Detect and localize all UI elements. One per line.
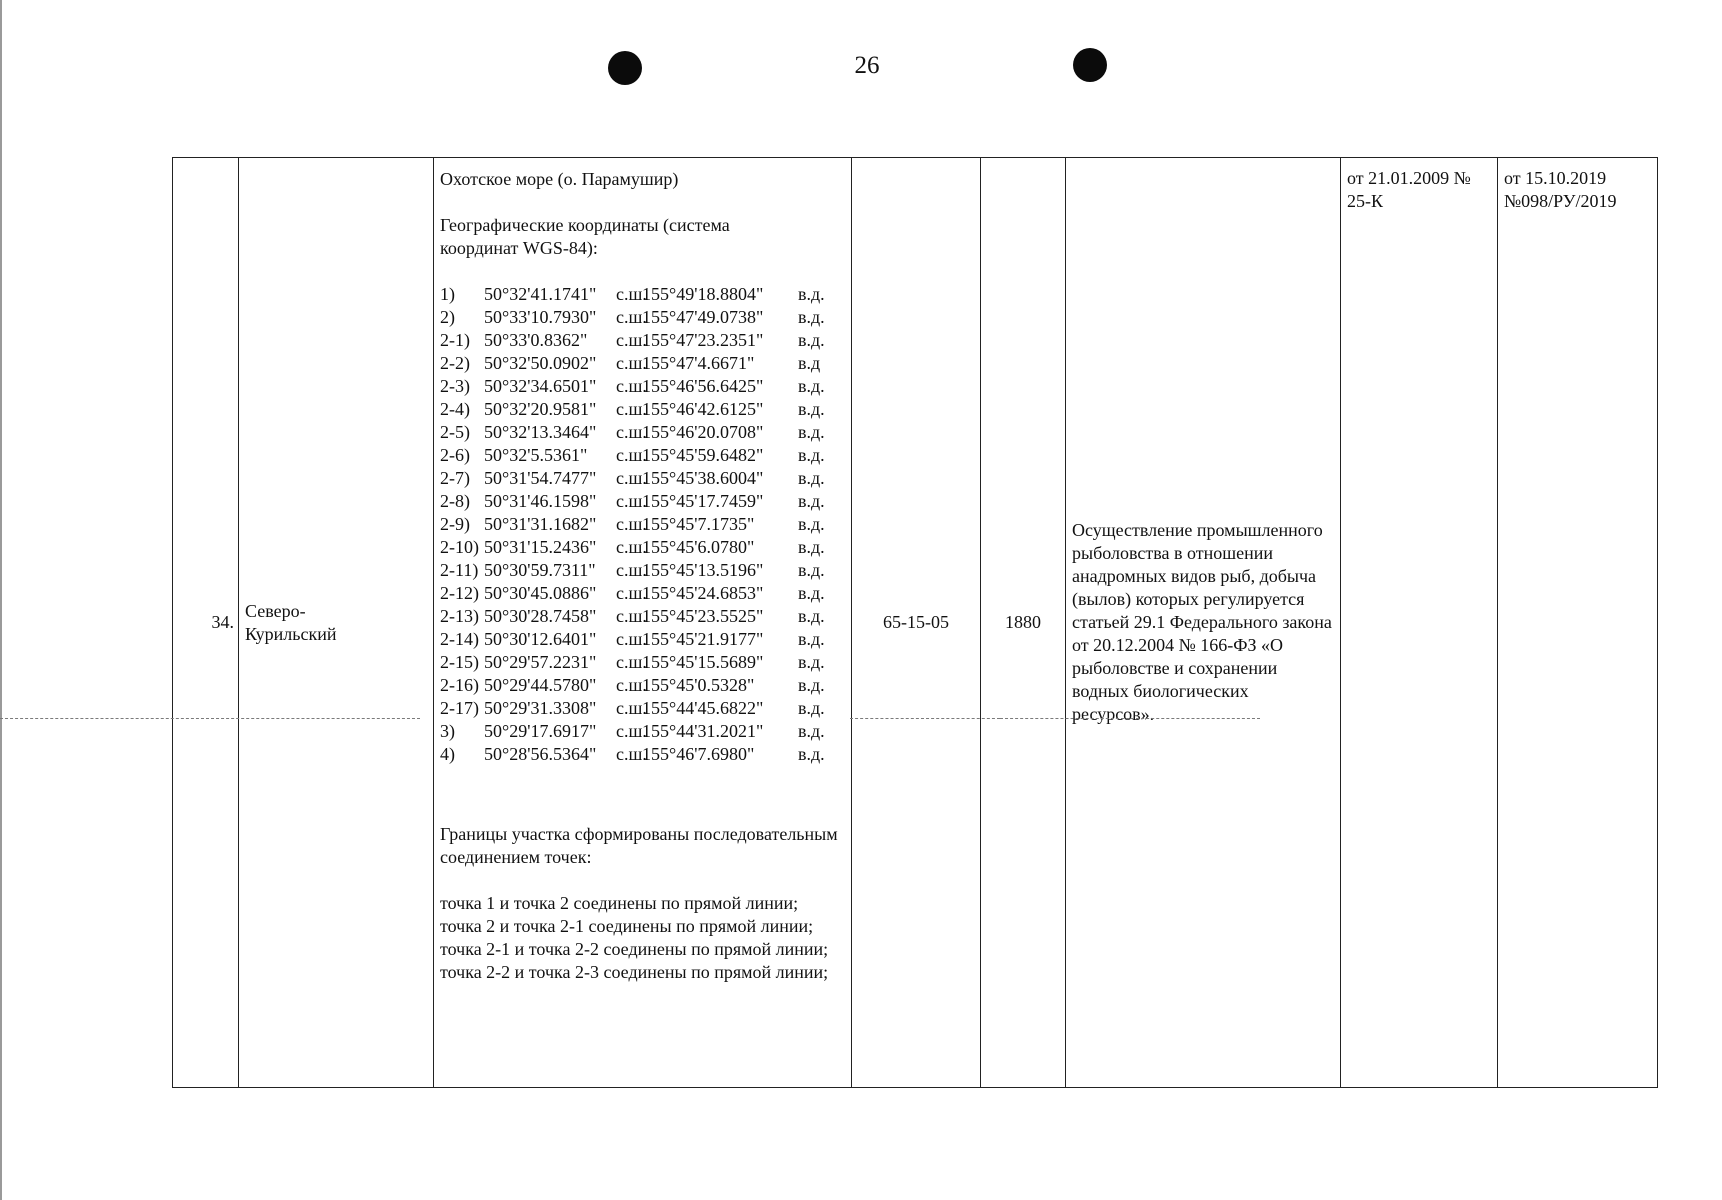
coordinate-row bbox=[440, 467, 845, 490]
coordinate-row bbox=[440, 651, 845, 674]
latitude: 50°32'20.9581" bbox=[484, 399, 597, 419]
point-label: 3) bbox=[440, 721, 455, 741]
longitude-suffix: в.д. bbox=[798, 491, 825, 511]
district-name: Северо- Курильский bbox=[245, 600, 337, 644]
longitude-suffix: в.д. bbox=[798, 376, 825, 396]
latitude: 50°29'31.3308" bbox=[484, 698, 597, 718]
longitude: 155°45'24.6853" bbox=[642, 583, 764, 603]
point-label: 2-6) bbox=[440, 445, 470, 465]
latitude-suffix: с.ш. bbox=[616, 307, 647, 327]
latitude: 50°31'15.2436" bbox=[484, 537, 597, 557]
purpose-cell bbox=[1066, 158, 1341, 1088]
point-label: 2-15) bbox=[440, 652, 479, 672]
coordinate-row bbox=[440, 490, 845, 513]
coordinate-row bbox=[440, 306, 845, 329]
longitude: 155°44'45.6822" bbox=[642, 698, 764, 718]
point-label: 1) bbox=[440, 284, 455, 304]
latitude: 50°32'5.5361" bbox=[484, 445, 588, 465]
contract-text: от 15.10.2019 №098/РУ/2019 bbox=[1504, 168, 1617, 211]
latitude: 50°32'50.0902" bbox=[484, 353, 597, 373]
longitude: 155°45'0.5328" bbox=[642, 675, 755, 695]
point-label: 2-17) bbox=[440, 698, 479, 718]
coordinate-row bbox=[440, 559, 845, 582]
latitude: 50°31'54.7477" bbox=[484, 468, 597, 488]
coordinate-row bbox=[440, 582, 845, 605]
longitude-suffix: в.д. bbox=[798, 744, 825, 764]
latitude: 50°30'12.6401" bbox=[484, 629, 597, 649]
point-label: 2-7) bbox=[440, 468, 470, 488]
point-label: 2-9) bbox=[440, 514, 470, 534]
longitude: 155°45'21.9177" bbox=[642, 629, 764, 649]
location-title: Охотское море (о. Парамушир) bbox=[440, 169, 679, 189]
latitude-suffix: с.ш. bbox=[616, 698, 647, 718]
latitude: 50°30'28.7458" bbox=[484, 606, 597, 626]
coordinate-row bbox=[440, 674, 845, 697]
longitude: 155°47'49.0738" bbox=[642, 307, 764, 327]
site-area: 1880 bbox=[1005, 612, 1041, 632]
page-left-edge bbox=[0, 0, 2, 1200]
longitude-suffix: в.д. bbox=[798, 468, 825, 488]
longitude: 155°45'59.6482" bbox=[642, 445, 764, 465]
location-cell bbox=[434, 158, 852, 1088]
latitude: 50°31'46.1598" bbox=[484, 491, 597, 511]
longitude-suffix: в.д. bbox=[798, 583, 825, 603]
latitude: 50°29'57.2231" bbox=[484, 652, 597, 672]
latitude-suffix: с.ш. bbox=[616, 652, 647, 672]
point-label: 2-8) bbox=[440, 491, 470, 511]
coordinate-row bbox=[440, 398, 845, 421]
longitude: 155°46'56.6425" bbox=[642, 376, 764, 396]
latitude-suffix: с.ш. bbox=[616, 445, 647, 465]
longitude-suffix: в.д. bbox=[798, 606, 825, 626]
decision-cell bbox=[1341, 158, 1498, 1088]
fold-line bbox=[850, 718, 1000, 719]
latitude: 50°32'13.3464" bbox=[484, 422, 597, 442]
fishing-site-table bbox=[172, 157, 1658, 1088]
coordinate-row bbox=[440, 352, 845, 375]
longitude-suffix: в.д. bbox=[798, 284, 825, 304]
longitude-suffix: в.д. bbox=[798, 675, 825, 695]
point-label: 2) bbox=[440, 307, 455, 327]
boundary-intro: Границы участка сформированы последовательным соединением точек: bbox=[440, 824, 838, 867]
latitude-suffix: с.ш. bbox=[616, 399, 647, 419]
boundary-segment: точка 2-1 и точка 2-2 соединены по прямой линии; bbox=[440, 939, 829, 959]
longitude: 155°46'7.6980" bbox=[642, 744, 755, 764]
latitude-suffix: с.ш. bbox=[616, 583, 647, 603]
longitude: 155°45'7.1735" bbox=[642, 514, 755, 534]
point-label: 2-2) bbox=[440, 353, 470, 373]
segment-list bbox=[440, 892, 845, 984]
point-label: 4) bbox=[440, 744, 455, 764]
longitude: 155°47'23.2351" bbox=[642, 330, 764, 350]
longitude: 155°45'38.6004" bbox=[642, 468, 764, 488]
latitude-suffix: с.ш. bbox=[616, 353, 647, 373]
latitude-suffix: с.ш. bbox=[616, 284, 647, 304]
latitude: 50°29'44.5780" bbox=[484, 675, 597, 695]
boundary-segment: точка 2 и точка 2-1 соединены по прямой линии; bbox=[440, 916, 814, 936]
longitude-suffix: в.д. bbox=[798, 330, 825, 350]
row-index: 34. bbox=[211, 612, 234, 632]
longitude: 155°45'6.0780" bbox=[642, 537, 755, 557]
coordinate-row bbox=[440, 697, 845, 720]
latitude-suffix: с.ш. bbox=[616, 422, 647, 442]
latitude-suffix: с.ш. bbox=[616, 468, 647, 488]
purpose-text: Осуществление промышленного рыболовства в отношении анадромных видов рыб, добыча (вылов) которых регулируется статьей 29.1 Федерального закона от 20.12.2004 № 166-ФЗ «О рыболовстве и сохранении водных биологических ресурсов». bbox=[1072, 520, 1332, 724]
latitude-suffix: с.ш. bbox=[616, 675, 647, 695]
punch-hole-left bbox=[608, 51, 642, 85]
coordinate-row bbox=[440, 743, 845, 766]
point-label: 2-4) bbox=[440, 399, 470, 419]
decision-text: от 21.01.2009 № 25-К bbox=[1347, 168, 1471, 211]
longitude: 155°46'42.6125" bbox=[642, 399, 764, 419]
longitude: 155°47'4.6671" bbox=[642, 353, 755, 373]
latitude-suffix: с.ш. bbox=[616, 606, 647, 626]
point-label: 2-13) bbox=[440, 606, 479, 626]
longitude-suffix: в.д. bbox=[798, 537, 825, 557]
latitude-suffix: с.ш. bbox=[616, 744, 647, 764]
latitude-suffix: с.ш. bbox=[616, 330, 647, 350]
point-label: 2-1) bbox=[440, 330, 470, 350]
longitude: 155°44'31.2021" bbox=[642, 721, 764, 741]
longitude: 155°45'17.7459" bbox=[642, 491, 764, 511]
contract-cell bbox=[1498, 158, 1658, 1088]
latitude: 50°30'59.7311" bbox=[484, 560, 596, 580]
latitude-suffix: с.ш. bbox=[616, 537, 647, 557]
point-label: 2-16) bbox=[440, 675, 479, 695]
longitude-suffix: в.д. bbox=[798, 698, 825, 718]
longitude-suffix: в.д. bbox=[798, 629, 825, 649]
point-label: 2-14) bbox=[440, 629, 479, 649]
point-label: 2-3) bbox=[440, 376, 470, 396]
coordinate-row bbox=[440, 421, 845, 444]
point-label: 2-11) bbox=[440, 560, 479, 580]
latitude-suffix: с.ш. bbox=[616, 514, 647, 534]
longitude: 155°45'15.5689" bbox=[642, 652, 764, 672]
coordinate-row bbox=[440, 444, 845, 467]
longitude-suffix: в.д. bbox=[798, 307, 825, 327]
code-cell bbox=[852, 158, 981, 1088]
longitude-suffix: в.д. bbox=[798, 560, 825, 580]
coordinate-system: Географические координаты (система координат WGS-84): bbox=[440, 215, 730, 258]
longitude-suffix: в.д. bbox=[798, 399, 825, 419]
point-label: 2-12) bbox=[440, 583, 479, 603]
latitude-suffix: с.ш. bbox=[616, 629, 647, 649]
latitude: 50°29'17.6917" bbox=[484, 721, 597, 741]
table-row bbox=[173, 158, 1658, 1088]
latitude: 50°31'31.1682" bbox=[484, 514, 597, 534]
fold-line bbox=[0, 718, 420, 719]
boundary-segment: точка 2-2 и точка 2-3 соединены по прямой линии; bbox=[440, 962, 829, 982]
latitude: 50°33'10.7930" bbox=[484, 307, 597, 327]
longitude: 155°45'23.5525" bbox=[642, 606, 764, 626]
longitude-suffix: в.д. bbox=[798, 445, 825, 465]
longitude: 155°46'20.0708" bbox=[642, 422, 764, 442]
latitude: 50°32'34.6501" bbox=[484, 376, 597, 396]
longitude: 155°49'18.8804" bbox=[642, 284, 764, 304]
latitude: 50°33'0.8362" bbox=[484, 330, 588, 350]
coordinate-row bbox=[440, 720, 845, 743]
page-number: 26 bbox=[854, 52, 880, 79]
longitude-suffix: в.д. bbox=[798, 514, 825, 534]
coordinate-row bbox=[440, 329, 845, 352]
coordinate-row bbox=[440, 536, 845, 559]
latitude-suffix: с.ш. bbox=[616, 376, 647, 396]
longitude-suffix: в.д. bbox=[798, 652, 825, 672]
coordinate-row bbox=[440, 628, 845, 651]
site-code: 65-15-05 bbox=[883, 612, 949, 632]
point-label: 2-10) bbox=[440, 537, 479, 557]
latitude-suffix: с.ш. bbox=[616, 491, 647, 511]
district-cell bbox=[239, 158, 434, 1088]
latitude-suffix: с.ш. bbox=[616, 721, 647, 741]
longitude-suffix: в.д. bbox=[798, 422, 825, 442]
longitude-suffix: в.д bbox=[798, 353, 821, 373]
longitude-suffix: в.д. bbox=[798, 721, 825, 741]
longitude: 155°45'13.5196" bbox=[642, 560, 764, 580]
fold-line bbox=[1000, 718, 1260, 719]
area-cell bbox=[981, 158, 1066, 1088]
coordinate-row bbox=[440, 375, 845, 398]
coordinate-row bbox=[440, 605, 845, 628]
point-label: 2-5) bbox=[440, 422, 470, 442]
latitude: 50°32'41.1741" bbox=[484, 284, 597, 304]
coordinate-row bbox=[440, 513, 845, 536]
coordinate-row bbox=[440, 283, 845, 306]
latitude-suffix: с.ш. bbox=[616, 560, 647, 580]
boundary-segment: точка 1 и точка 2 соединены по прямой линии; bbox=[440, 893, 799, 913]
latitude: 50°28'56.5364" bbox=[484, 744, 597, 764]
latitude: 50°30'45.0886" bbox=[484, 583, 597, 603]
row-index-cell bbox=[173, 158, 239, 1088]
punch-hole-right bbox=[1073, 48, 1107, 82]
coordinate-list bbox=[440, 283, 845, 766]
